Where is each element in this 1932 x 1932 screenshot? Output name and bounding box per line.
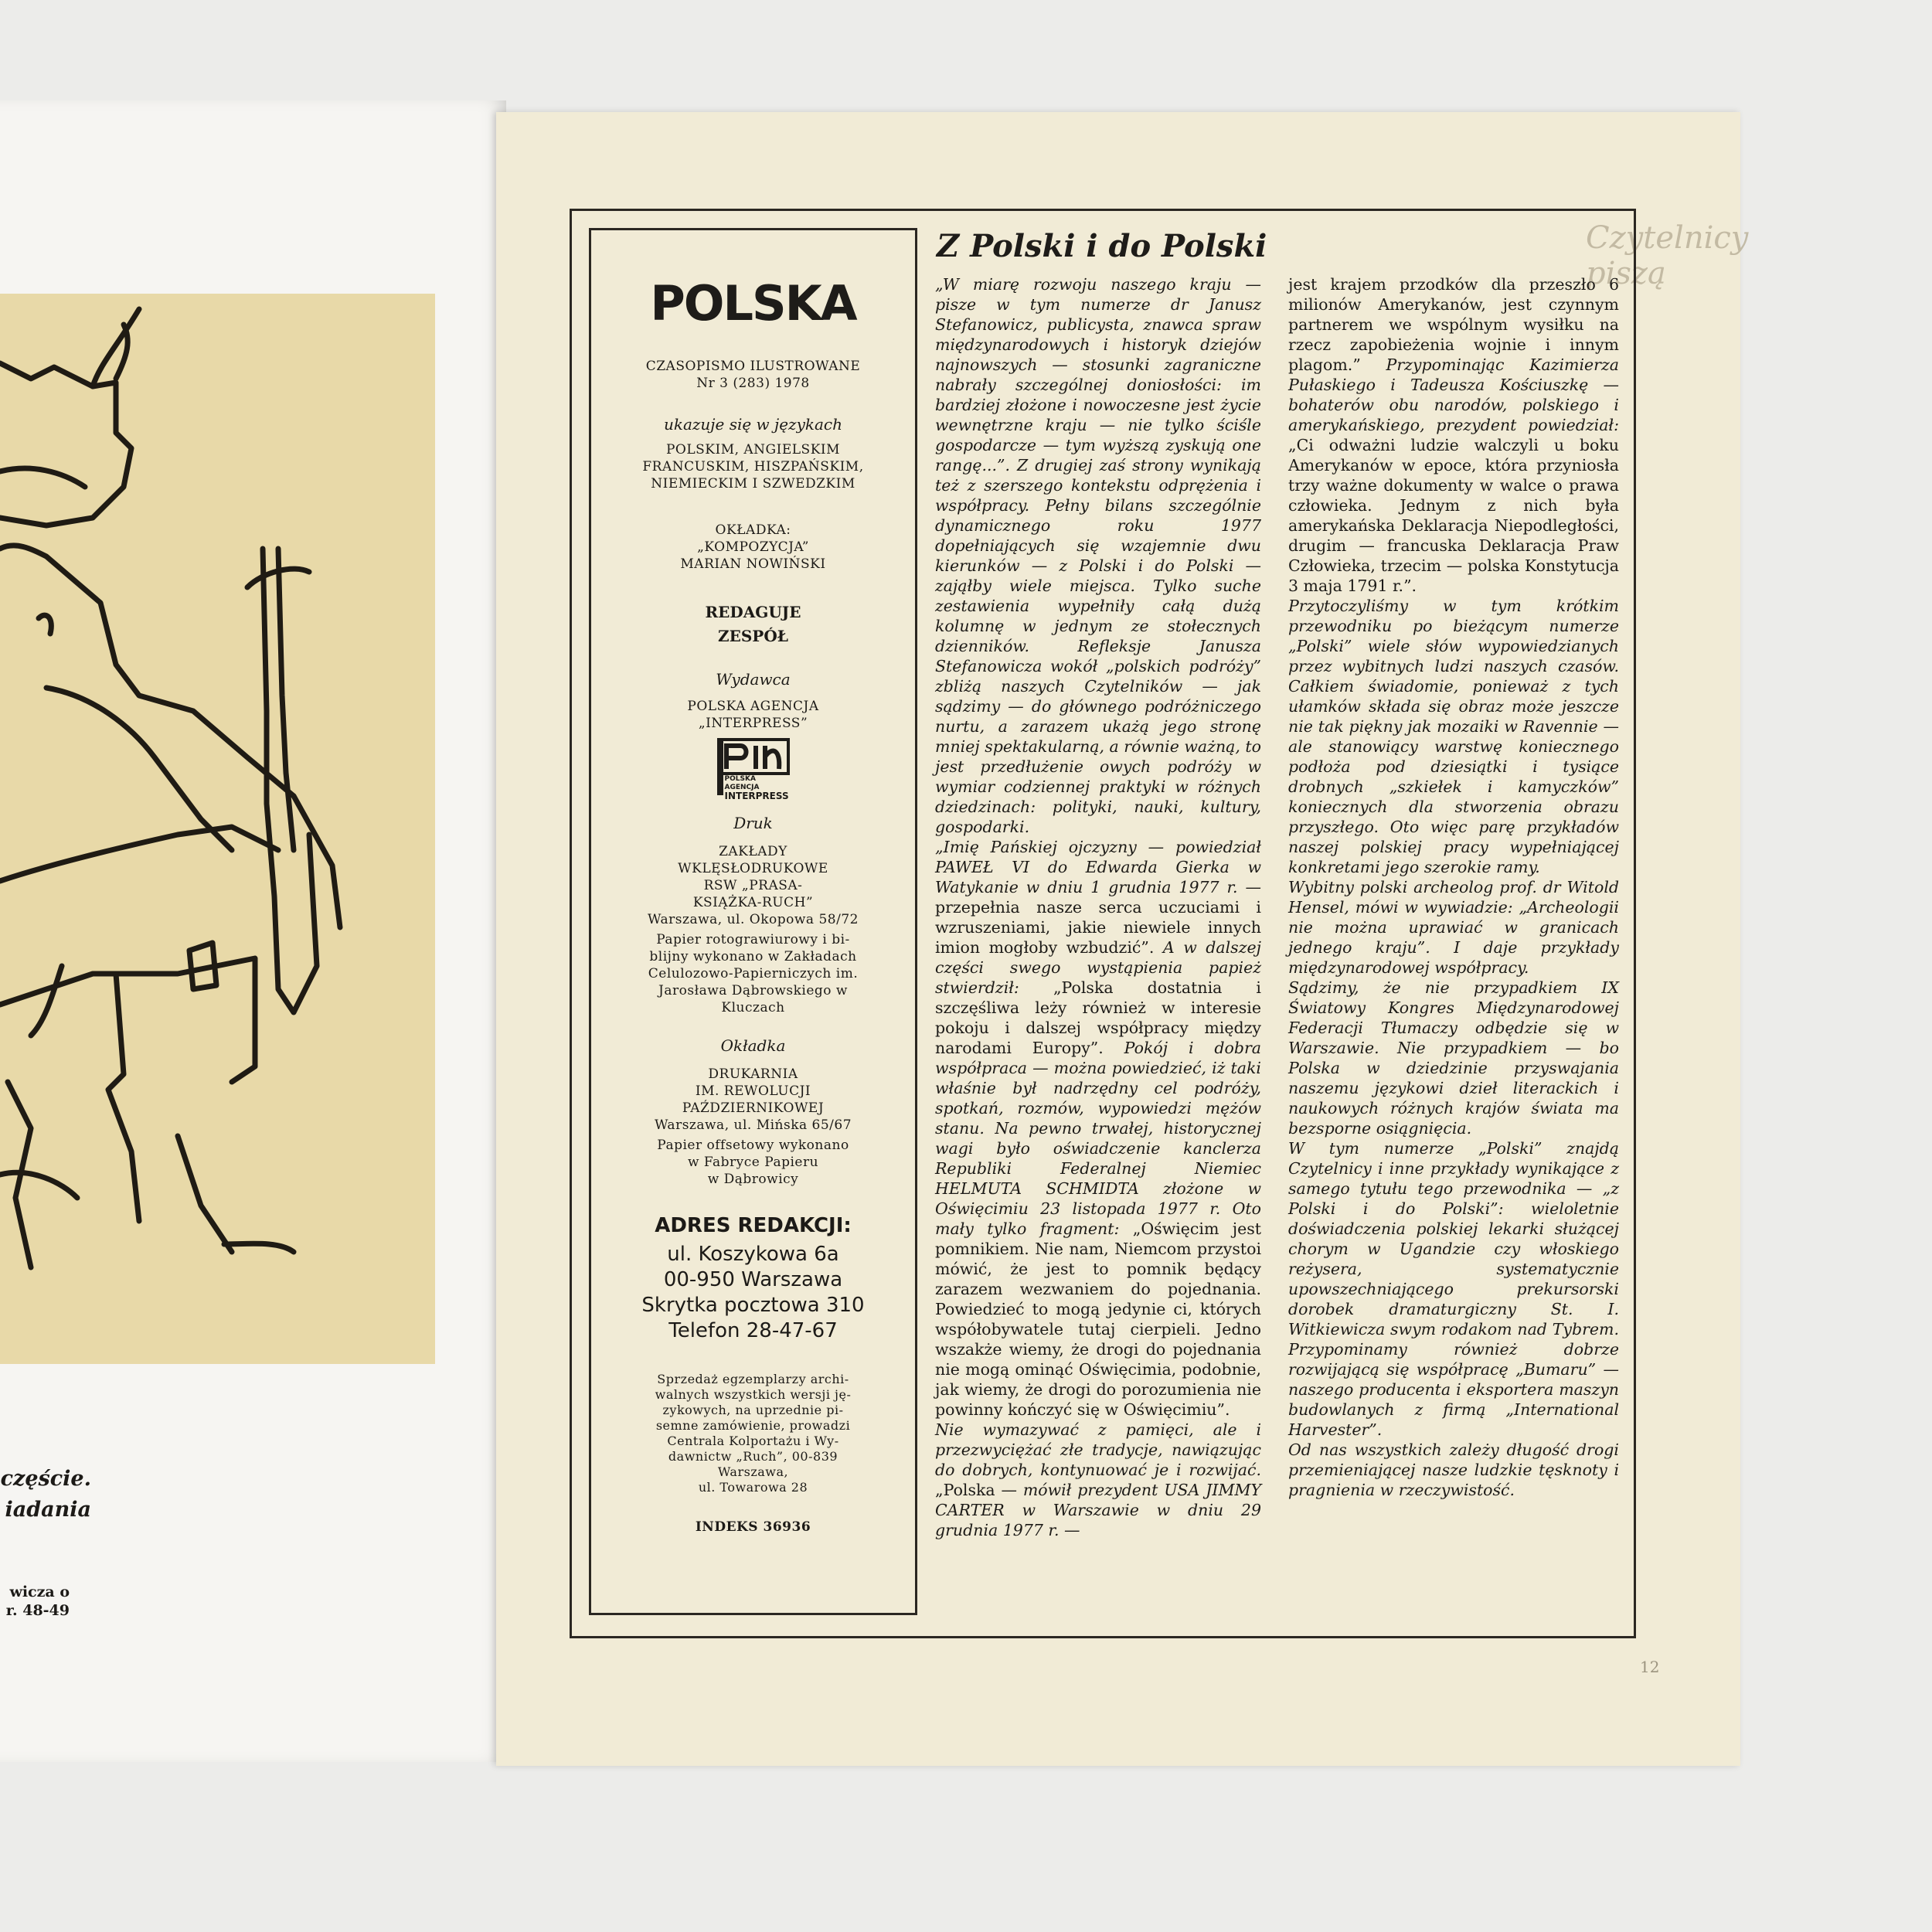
text-run: jest krajem przodków dla przeszło 6 milionów Amerykanów, jest czynnym partnerem we wspólnym wysiłku na rzecz zapobieżenia wojnie i innym plagom.” [1288, 275, 1619, 374]
paper-line: Jarosława Dąbrowskiego w [658, 983, 848, 998]
paragraph: Od nas wszystkich zależy długość drogi przemieniającej nasze ludzkie tęsknoty i pragnienia w rzeczywistość. [1288, 1440, 1619, 1499]
cover-printer-line: IM. REWOLUCJI [695, 1083, 811, 1099]
text-run: Nie wymazywać z pamięci, ale i przezwyciężać złe tradycje, nawiązując do dobrych, kontynuować je i rozwijać. [935, 1420, 1261, 1479]
masthead-box [589, 228, 917, 1615]
printer-line: KSIĄŻKA-RUCH” [692, 895, 814, 910]
article-title: Z Polski i do Polski [937, 228, 1267, 264]
language-line: NIEMIECKIM I SZWEDZKIM [651, 476, 855, 492]
paper-line: Celulozowo-Papierniczych im. [648, 966, 859, 981]
text-run: Pokój i dobra współpraca — można powiedzieć, iż taki właśnie był nadrzędny cel podróży, spotkań, rozmów, wypowiedzi mężów stanu. Na pewno trwałej, historycznej wagi było oświadczenie kanclerza Republiki Federalnej Niemiec HELMUTA SCHMIDTA złożone w Oświęcimiu 23 listopada 1977 r. Oto mały tylko fragment: [935, 1039, 1261, 1238]
text-run: „Polska dostatnia i szczęśliwa leży również w interesie pokoju i dalszej współpracy między narodami Europy”. [935, 978, 1261, 1057]
cover-printer-line: Warszawa, ul. Mińska 65/67 [654, 1117, 852, 1133]
paragraph: Wybitny polski archeolog prof. dr Witold Hensel, mówi w wywiadzie: „Archeologii nie można uprawiać w granicach jednego kraju”. I daje przykłady międzynarodowej współpracy. [1288, 878, 1619, 977]
paragraph: Przytoczyliśmy w tym krótkim przewodniku po bieżącym numerze „Polski” wiele słów wypowiedzianych przez wybitnych ludzi naszych czasów. Całkiem świadomie, ponieważ z tych ułamków składa się obraz może jeszcze nie tak piękny jak mozaiki w Ravennie — ale stanowiący warstwę koniecznego podłoża pod dziesiątki i tysiące drobnych „szkiełek i kamyczków” koniecznych dla stworzenia obrazu przyszłego. Oto więc parę przykładów naszej polskiej pracy wypełniającej konkretami jego szerokie ramy. [1288, 597, 1619, 876]
caption-line: częście. [0, 1467, 91, 1491]
cover-paper-line: w Fabryce Papieru [687, 1155, 819, 1170]
cover-printer-line: DRUKARNIA [708, 1066, 798, 1082]
editors-line: REDAGUJE [705, 603, 801, 621]
paragraph: Sądzimy, że nie przypadkiem IX Światowy Kongres Międzynarodowej Federacji Tłumaczy odbędzie się w Warszawie. Nie przypadkiem — bo Polska w dziedzinie przyswajania naszemu językowi dzieł literackich i naukowych różnych krajów świata ma bezsporne osiągnięcia. [1288, 978, 1619, 1138]
interpress-logo-icon [717, 738, 790, 801]
editors [591, 600, 915, 648]
sales-line: walnych wszystkich wersji ję- [655, 1387, 852, 1402]
text-run: Przypominając Kazimierza Pułaskiego i Tadeusza Kościuszkę — bohaterów obu narodów, polskiego i amerykańskiego, prezydent powiedział: [1288, 355, 1619, 434]
index-number: INDEKS 36936 [695, 1519, 811, 1535]
paper-note [591, 931, 915, 1016]
right-page [496, 112, 1749, 1766]
paragraph: W tym numerze „Polski” znajdą Czytelnicy i inne przykłady wynikające z samego tytułu tego przewodnika — „z Polski i do Polski”: wieloletnie doświadczenia polskiej lekarki służącej chorym w Ugandzie czy włoskiego reżysera, systematycznie upowszechniającego prekursorski dorobek dramaturgiczny St. I. Witkiewicza swym rodakom nad Tybrem. Przypominamy również dobrze rozwijającą się współpracę „Bumaru” — naszego producenta i eksportera maszyn budowlanych z firmą „International Harvester”. [1288, 1139, 1619, 1439]
paper-line: Kluczach [721, 1000, 785, 1015]
cover-paper-line: w Dąbrowicy [707, 1172, 799, 1187]
publisher [591, 698, 915, 732]
printer-line: WKLĘSŁODRUKOWE [678, 861, 828, 876]
cover-line: MARIAN NOWIŃSKI [680, 556, 826, 572]
text-run: „Polska — [935, 1481, 1017, 1499]
cover-line: „KOMPOZYCJA” [697, 539, 809, 555]
printer-line: RSW „PRASA- [703, 878, 803, 893]
sales-line: semne zamówienie, prowadzi [655, 1418, 851, 1433]
text-run: „Ci odważni ludzie walczyli u boku Amerykanów w epoce, która przyniosła trzy ważne dokumenty w walce o prawa człowieka. Jednym z nich była amerykańska Deklaracja Niepodległości, drugim — francuska Deklaracja Praw Człowieka, trzecim — polska Konstytucja 3 maja 1791 r.”. [1288, 436, 1619, 595]
paper-line: Papier rotograwiurowy i bi- [656, 932, 850, 947]
cover-paper [591, 1137, 915, 1188]
address-line: 00-950 Warszawa [663, 1268, 843, 1291]
printer [591, 843, 915, 928]
publisher-line: „INTERPRESS” [698, 716, 808, 731]
left-page [0, 100, 506, 1762]
cover-print-label: Okładka [720, 1036, 786, 1055]
bleed-through-text: Czytelnicy piszą [1586, 220, 1749, 291]
language-line: FRANCUSKIM, HISZPAŃSKIM, [642, 459, 864, 474]
page-number: 12 [1640, 1658, 1660, 1676]
pi-logo-line: POLSKA AGENCJA [724, 775, 760, 791]
printer-line: ZAKŁADY [719, 844, 787, 859]
text-run: mówił prezydent USA JIMMY CARTER w Warszawie w dniu 29 grudnia 1977 r. — [935, 1481, 1261, 1539]
pi-logo-line: INTERPRESS [724, 791, 789, 801]
address-line: Skrytka pocztowa 310 [641, 1294, 865, 1317]
sketch-figure-icon [0, 294, 435, 1364]
note-line: r. 48-49 [5, 1602, 70, 1619]
address-heading: ADRES REDAKCJI: [655, 1214, 852, 1237]
language-line: POLSKIM, ANGIELSKIM [665, 442, 841, 457]
cover-printer [591, 1066, 915, 1134]
note-line: wicza o [9, 1583, 70, 1600]
languages-intro: ukazuje się w językach [663, 415, 843, 434]
cover-paper-line: Papier offsetowy wykonano [657, 1138, 849, 1153]
sales-line: Warszawa, [717, 1464, 789, 1479]
text-run: „Imię Pańskiej ojczyzny — powiedział PAWEŁ VI do Edwarda Gierka w Watykanie w dniu 1 grudnia 1977 r. — [935, 838, 1261, 896]
article-column-2 [1288, 274, 1619, 1500]
paper-line: blijny wykonano w Zakładach [649, 949, 857, 964]
sales-line: zykowych, na uprzednie pi- [662, 1403, 844, 1417]
paragraph [935, 837, 1261, 1420]
sales-line: dawnictw „Ruch”, 00-839 [668, 1449, 838, 1464]
print-label: Druk [733, 814, 773, 832]
printer-line: Warszawa, ul. Okopowa 58/72 [648, 912, 859, 927]
publisher-line: POLSKA AGENCJA [687, 699, 819, 714]
sales-line: Centrala Kolportażu i Wy- [667, 1434, 839, 1448]
paragraph [1288, 274, 1619, 596]
text-run: „Oświęcim jest pomnikiem. Nie nam, Niemcom przystoi mówić, że jest to pomnik będący zarazem wezwaniem do pojednania. Powiedzieć to mogą jedynie ci, których współobywatele tutaj cierpieli. Jedno wszakże wiemy, że drogi do pojednania nie mogą ominąć Oświęcimia, podobnie, jak wiemy, że drogi do porozumienia nie powinny kończyć się w Oświęcimiu”. [935, 1219, 1262, 1419]
address-line: Telefon 28-47-67 [668, 1319, 838, 1342]
caption-line: iadania [5, 1498, 91, 1522]
address-line: ul. Koszykowa 6a [667, 1243, 839, 1266]
sales-line: Sprzedaż egzemplarzy archi- [657, 1372, 849, 1386]
masthead-subtitle: CZASOPISMO ILUSTROWANE [645, 359, 861, 374]
paragraph [935, 1420, 1261, 1540]
cover-credit [591, 522, 915, 573]
polska-logo: POLSKA [650, 275, 856, 332]
article-column-1 [935, 274, 1261, 1540]
cover-printer-line: PAŹDZIERNIKOWEJ [682, 1100, 825, 1116]
text-run: A w dalszej części swego wystąpienia papież stwierdził: [935, 938, 1261, 997]
cover-line: OKŁADKA: [715, 522, 791, 538]
sales-note [591, 1372, 915, 1495]
text-run: przepełnia nasze serca uczuciami i wzruszeniami, jakie niewiele innych imion mogłoby wzbudzić”. [935, 898, 1261, 957]
masthead-issue: Nr 3 (283) 1978 [696, 376, 810, 391]
line-drawing-illustration [0, 294, 435, 1364]
publisher-label: Wydawca [716, 670, 791, 689]
editors-line: ZESPÓŁ [718, 627, 788, 645]
sales-line: ul. Towarowa 28 [698, 1480, 808, 1495]
address-block [591, 1242, 915, 1344]
paragraph: „W miarę rozwoju naszego kraju — pisze w tym numerze dr Janusz Stefanowicz, publicysta, znawca spraw międzynarodowych i historyk dziejów najnowszych — stosunki zagraniczne nabrały szczególnej doniosłości: im bardziej złożone i nowoczesne jest życie wewnętrzne kraju — nie tylko ściśle gospodarcze — tym wyższą zyskują one rangę...”. Z drugiej zaś strony wynikają też z szerszego kontekstu odprężenia i współpracy. Pełny bilans szczególnie dynamicznego roku 1977 dopełniających się wzajemnie dwu kierunków — z Polski i do Polski — zająłby wiele miejsca. Tylko suche zestawienia wypełniły całą dużą kolumnę w jednym ze stołecznych dzienników. Refleksje Janusza Stefanowicza wokół „polskich podróży” zbliżą naszych Czytelników — jak sądzimy — do głównego podróżniczego nurtu, a zarazem ukażą jego stronę mniej spektakularną, a równie ważną, to jest przedłużenie owych podróży w wymiar codziennej praktyki w różnych dziedzinach: polityki, nauki, kultury, gospodarki. [935, 275, 1261, 836]
languages-list [591, 441, 915, 492]
